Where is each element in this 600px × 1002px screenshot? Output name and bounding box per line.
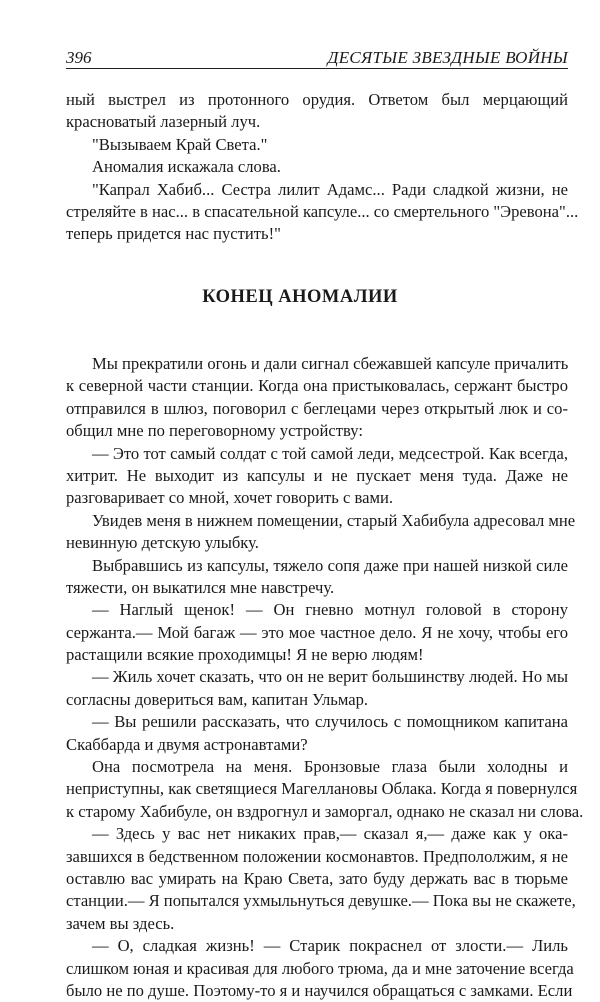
text-line: растащили всякие проходимцы! Я не верю людям! xyxy=(66,645,424,665)
text-line: хитрит. Не выходит из капсулы и не пускает меня туда. Даже не xyxy=(66,465,568,485)
paragraph xyxy=(66,711,568,756)
text-line: — Это тот самый солдат с той самой леди, медсестрой. Как всегда, xyxy=(92,443,568,463)
text-line: "Вызываем Край Света." xyxy=(92,134,268,154)
paragraph xyxy=(66,555,568,600)
text-line: стреляйте в нас... в спасательной капсуле... со смертельного "Эревона"... xyxy=(66,201,579,221)
paragraph xyxy=(66,353,568,443)
text-line: неприступны, как светящиеся Магеллановы Облака. Когда я повернулся xyxy=(66,779,578,799)
text-line: Мы прекратили огонь и дали сигнал сбежавшей капсуле причалить xyxy=(92,354,569,373)
text-line: Увидев меня в нижнем помещении, старый Хабибула адресовал мне xyxy=(92,510,576,530)
text-line: оставлю вас умирать на Краю Света, зато буду держать вас в тюрьме xyxy=(66,868,568,888)
paragraph xyxy=(66,134,568,156)
text-line: невинную детскую улыбку. xyxy=(66,533,259,553)
text-line: Скаббарда и двумя астронавтами? xyxy=(66,734,308,754)
paragraph xyxy=(66,89,568,134)
paragraph xyxy=(66,510,576,555)
text-line: — Здесь у вас нет никаких прав,— сказал я,— даже как у ока- xyxy=(92,824,568,844)
running-title: ДЕСЯТЫЕ ЗВЕЗДНЫЕ ВОЙНЫ xyxy=(327,48,568,67)
running-header xyxy=(66,46,568,69)
text-line: к старому Хабибуле, он вздрогнул и заморгал, однако не сказал ни слова. xyxy=(66,801,584,821)
text-line: сержанта.— Мой багаж — это мое частное дело. Я не хочу, чтобы его xyxy=(66,622,568,642)
text-line: Выбравшись из капсулы, тяжело сопя даже при нашей низкой силе xyxy=(92,555,568,575)
paragraph xyxy=(66,599,568,666)
text-line: завшихся в бедственном положении космонавтов. Предпололжим, я не xyxy=(66,846,568,866)
text-line: — О, сладкая жизнь! — Старик покраснел от злости.— Лиль xyxy=(92,936,568,956)
text-line: разговаривает со мной, хочет говорить с вами. xyxy=(66,488,393,508)
paragraph xyxy=(66,666,568,711)
text-line: Она посмотрела на меня. Бронзовые глаза были холодны и xyxy=(92,757,568,777)
text-line: красноватый лазерный луч. xyxy=(66,112,261,132)
text-line: теперь придется нас пустить!" xyxy=(66,224,281,244)
text-line: тяжести, он выкатился мне навстречу. xyxy=(66,577,335,597)
text-line: Аномалия искажала слова. xyxy=(92,157,281,177)
text-line: к северной части станции. Когда она пристыковалась, сержант быстро xyxy=(66,376,568,396)
paragraph xyxy=(66,443,568,510)
main-text-block xyxy=(66,353,584,1002)
text-line: слишком юная и красивая для любого трюма, да и мне заточение всегда xyxy=(66,958,574,978)
text-line: — Жиль хочет сказать, что он не верит большинству людей. Но мы xyxy=(92,667,568,687)
text-line: согласны довериться вам, капитан Ульмар. xyxy=(66,689,369,709)
top-text-block xyxy=(66,89,579,246)
paragraph xyxy=(66,756,584,823)
chapter-title: КОНЕЦ АНОМАЛИИ xyxy=(202,287,398,307)
paragraph xyxy=(66,935,574,1002)
text-line: — Наглый щенок! — Он гневно мотнул головой в сторону xyxy=(92,600,568,620)
text-line: было не по душе. Поэтому-то я и научился обращаться с замками. Если xyxy=(66,980,573,1000)
text-line: зачем вы здесь. xyxy=(66,913,175,933)
paragraph xyxy=(66,156,568,178)
text-line: "Капрал Хабиб... Сестра лилит Адамс... Ради сладкой жизни, не xyxy=(92,179,568,199)
text-line: станции.— Я попытался ухмыльнуться девушке.— Пока вы не скажете, xyxy=(66,891,576,911)
page-number: 396 xyxy=(66,48,92,67)
text-line: — Вы решили рассказать, что случилось с помощником капитана xyxy=(92,712,568,732)
paragraph xyxy=(66,179,579,246)
text-line: отправился в шлюз, поговорил с беглецами через открытый люк и со- xyxy=(66,398,568,418)
text-line: общил мне по переговорному устройству: xyxy=(66,421,363,441)
text-line: ный выстрел из протонного орудия. Ответом был мерцающий xyxy=(66,90,568,109)
paragraph xyxy=(66,823,576,935)
